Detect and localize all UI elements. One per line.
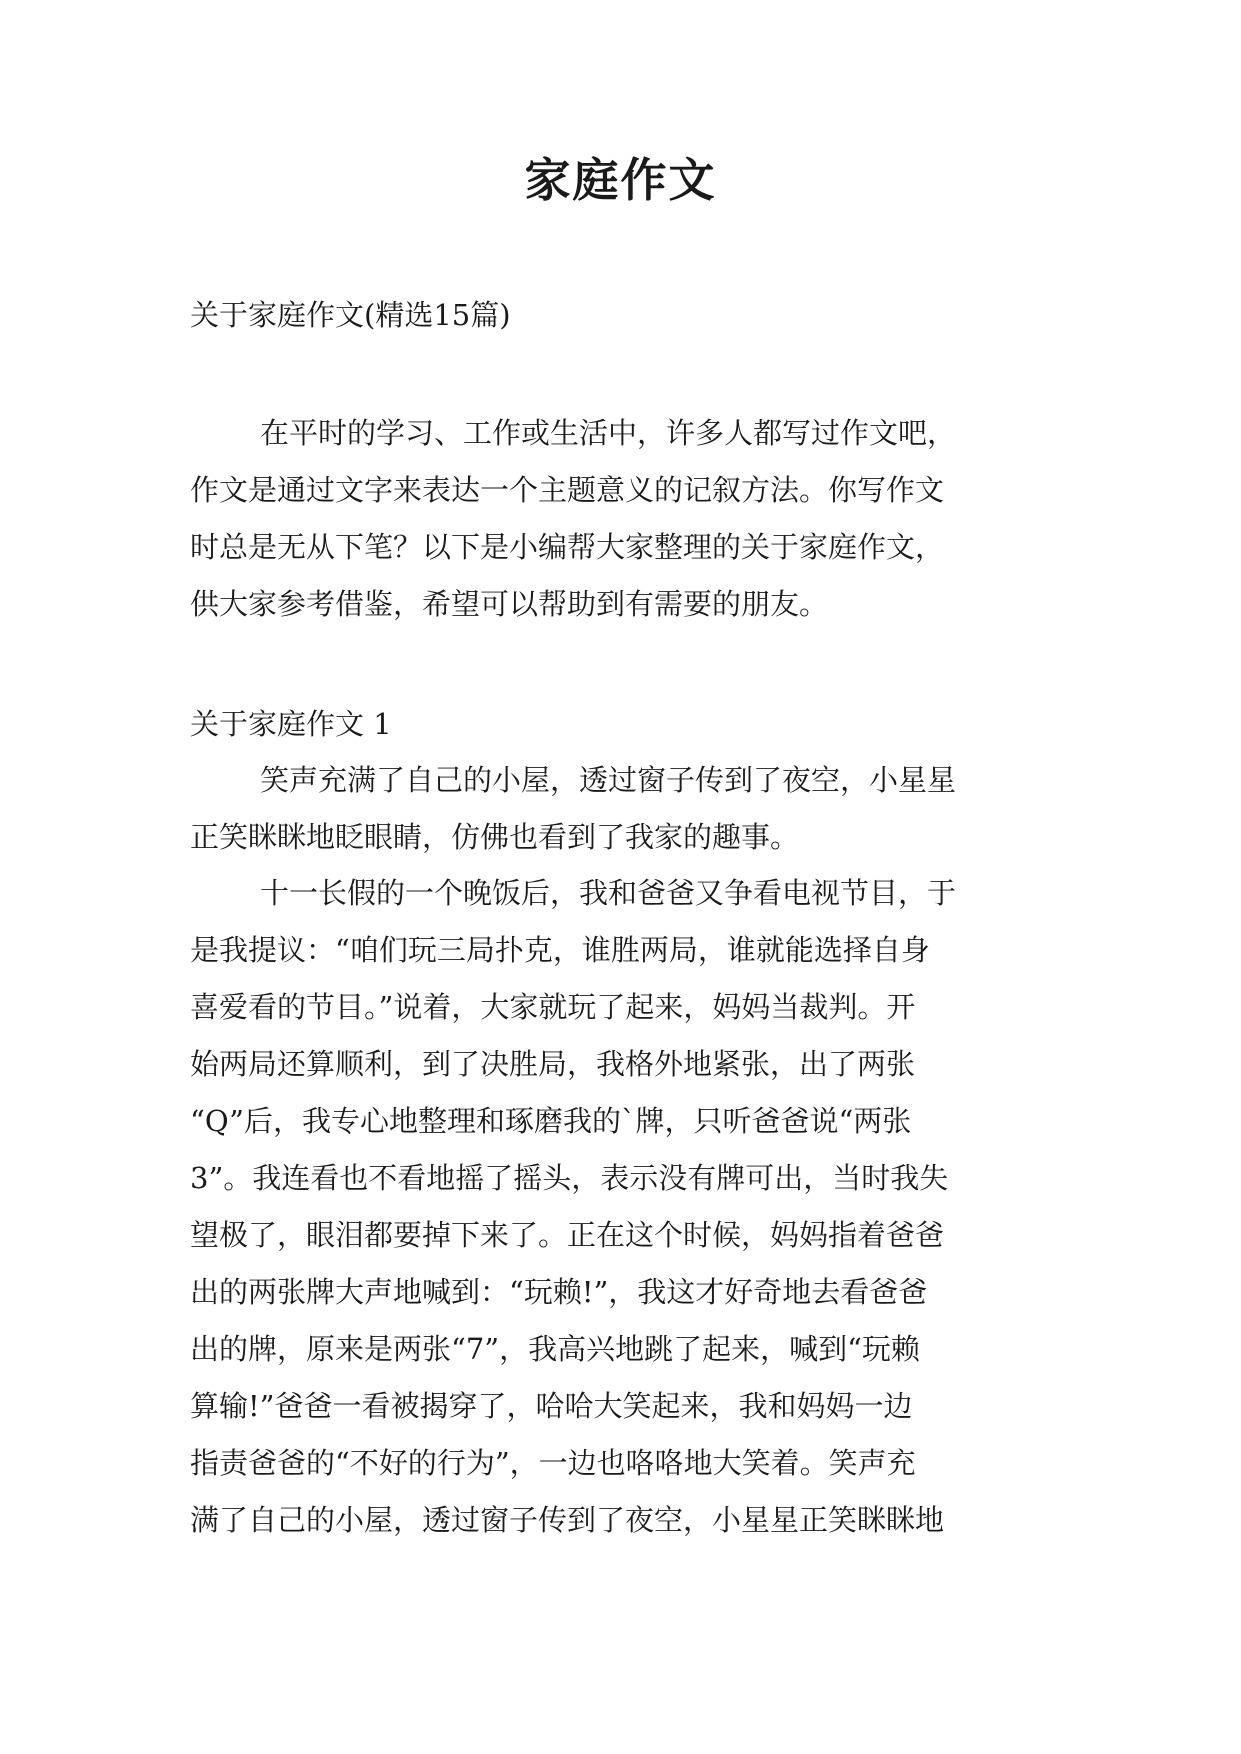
document-subtitle: 关于家庭作文(精选15篇) [190, 298, 511, 332]
body-line: 出的牌，原来是两张“7”，我高兴地跳了起来，喊到“玩赖 [190, 1332, 920, 1366]
intro-line: 作文是通过文字来表达一个主题意义的记叙方法。你写作文 [190, 473, 945, 507]
body-line: 是我提议：“咱们玩三局扑克，谁胜两局，谁就能选择自身 [190, 933, 930, 967]
body-line: 望极了，眼泪都要掉下来了。正在这个时候，妈妈指着爸爸 [190, 1218, 945, 1252]
intro-line: 供大家参考借鉴，希望可以帮助到有需要的朋友。 [190, 587, 829, 621]
document-title: 家庭作文 [524, 153, 717, 207]
body-line: 指责爸爸的“不好的行为”，一边也咯咯地大笑着。笑声充 [190, 1446, 916, 1480]
body-line: 算输!”爸爸一看被揭穿了，哈哈大笑起来，我和妈妈一边 [190, 1389, 913, 1423]
intro-line: 在平时的学习、工作或生活中，许多人都写过作文吧， [260, 416, 957, 450]
body-line: “Q”后，我专心地整理和琢磨我的`牌，只听爸爸说“两张 [190, 1104, 912, 1138]
intro-line: 时总是无从下笔？以下是小编帮大家整理的关于家庭作文， [190, 530, 945, 564]
intro-paragraph [190, 405, 1060, 633]
body-line: 十一长假的一个晚饭后，我和爸爸又争看电视节目，于 [260, 876, 957, 910]
body-line: 喜爱看的节目。”说着，大家就玩了起来，妈妈当裁判。开 [190, 990, 916, 1024]
section-heading: 关于家庭作文 1 [190, 707, 392, 741]
body-line: 3”。我连看也不看地摇了摇头，表示没有牌可出，当时我失 [190, 1161, 949, 1195]
body-paragraph-2 [190, 865, 1060, 1549]
body-line: 满了自己的小屋，透过窗子传到了夜空，小星星正笑眯眯地 [190, 1503, 945, 1537]
body-line: 始两局还算顺利，到了决胜局，我格外地紧张，出了两张 [190, 1047, 916, 1081]
body-line: 出的两张牌大声地喊到：“玩赖!”，我这才好奇地去看爸爸 [190, 1275, 928, 1309]
body-paragraph-1 [190, 752, 1060, 866]
body-line: 笑声充满了自己的小屋，透过窗子传到了夜空，小星星 [260, 763, 957, 797]
body-line: 正笑眯眯地眨眼睛，仿佛也看到了我家的趣事。 [190, 820, 800, 854]
